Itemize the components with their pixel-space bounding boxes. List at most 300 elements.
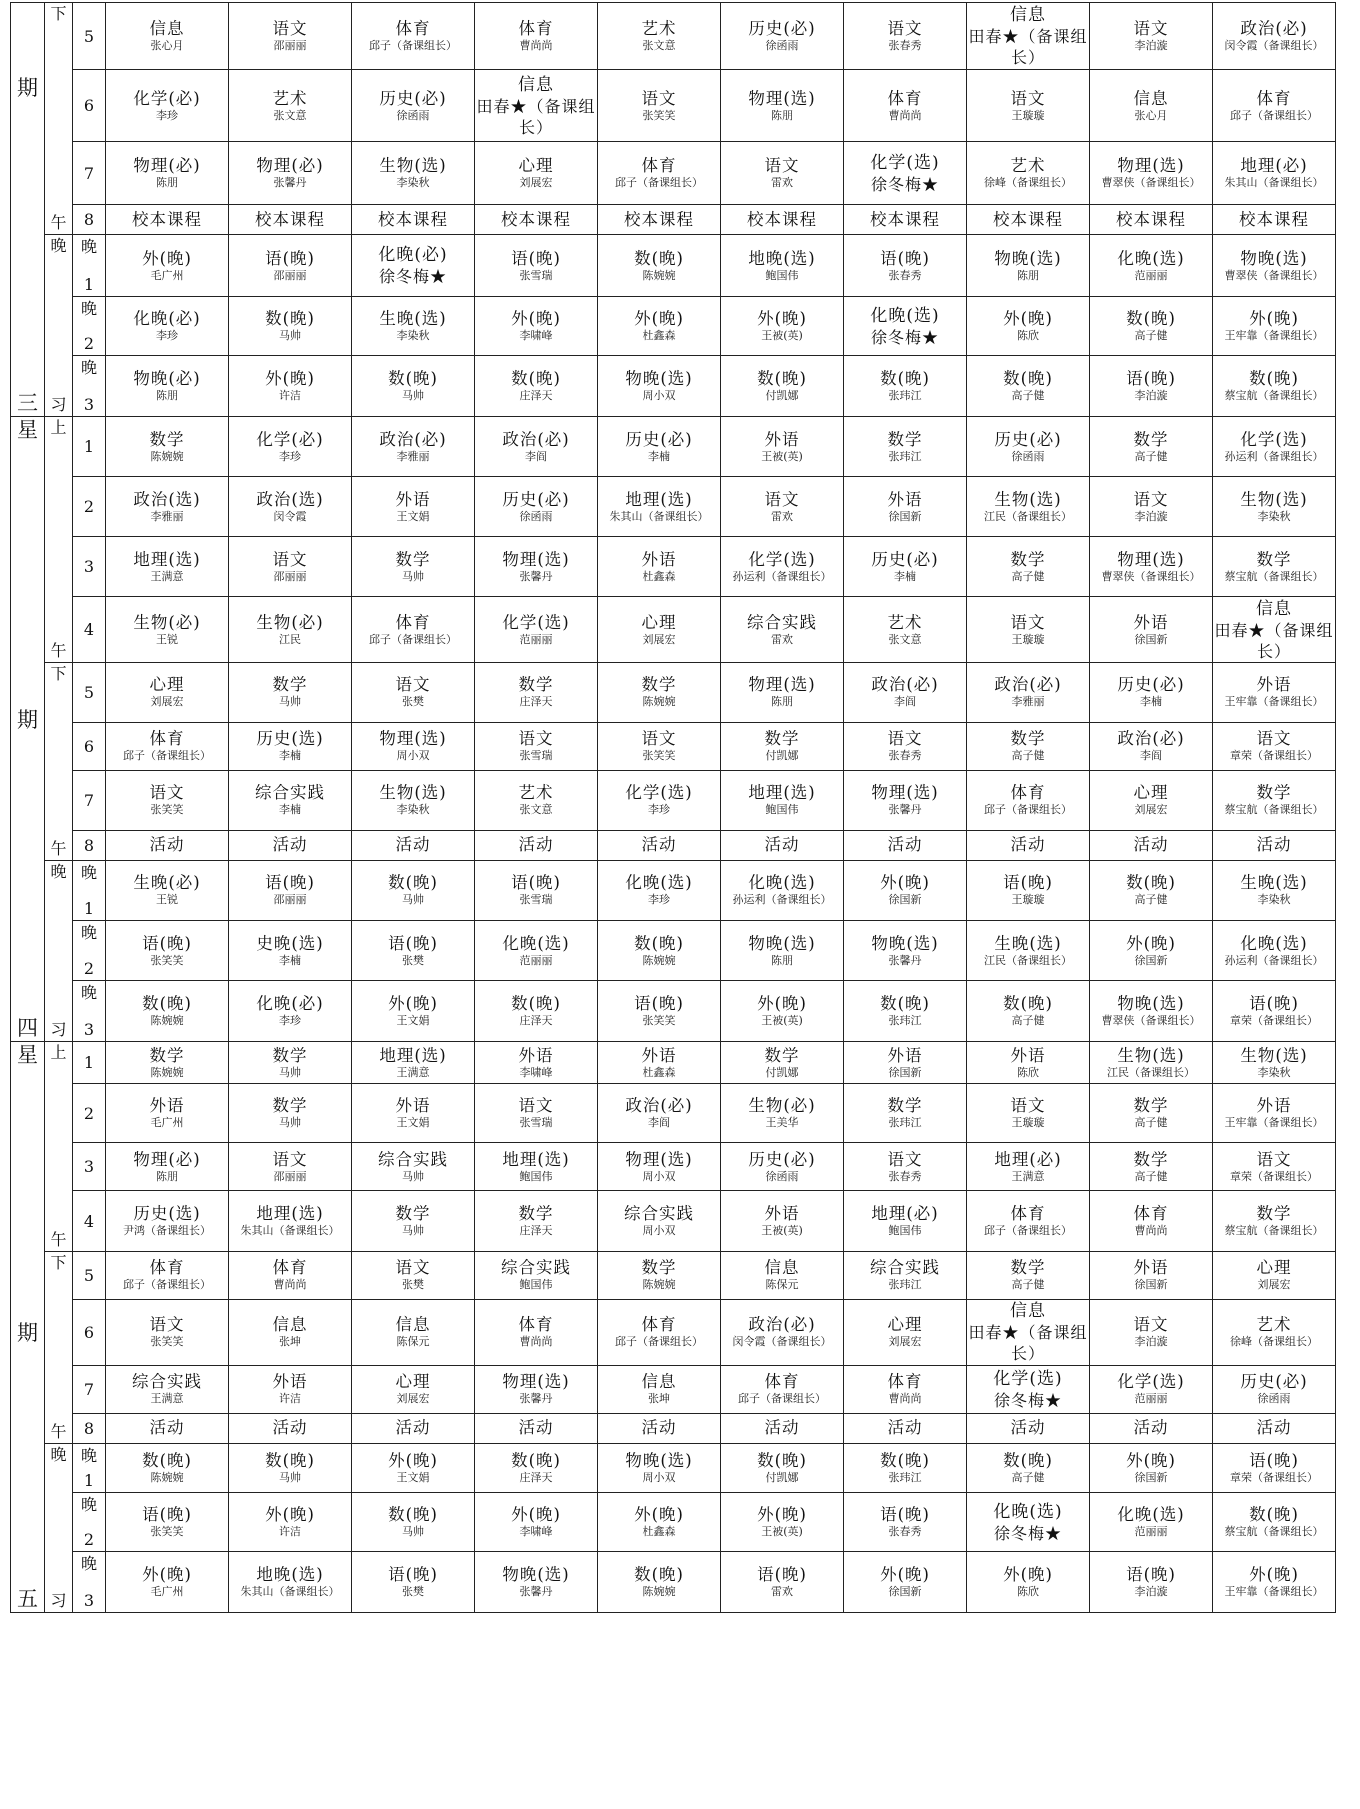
period-cell [73,981,106,1042]
period-cell [73,1143,106,1191]
class-cell [1213,663,1336,723]
class-cell [598,1552,721,1613]
subject: 数(晚) [634,248,684,268]
subject: 活动 [272,835,308,854]
class-cell [229,1413,352,1443]
subject: 体育 [395,612,431,632]
class-cell [721,722,844,770]
teacher: 庄泽天 [519,1224,553,1237]
teacher: 周小双 [642,389,676,402]
subject: 数学 [272,1045,308,1065]
teacher: 邵丽丽 [273,268,307,282]
subject: 数学 [887,1096,923,1115]
class-cell [967,860,1090,921]
period-prefix: 晚 [80,862,97,882]
class-cell [106,1191,229,1252]
period-number: 3 [83,1020,95,1039]
teacher: 高子健 [1011,1470,1045,1484]
subject: 物理(必) [256,156,324,175]
table-row [11,205,1336,235]
class-cell [1090,1252,1213,1300]
subject: 语文 [1010,88,1046,108]
subject: 心理 [641,612,677,632]
class-cell [352,3,475,70]
subject: 活动 [764,835,800,854]
teacher: 范丽丽 [1134,1525,1168,1538]
teacher: 张雪瑞 [519,749,553,762]
subject: 数学 [1133,1149,1169,1169]
subject: 语(晚) [265,248,315,268]
subject: 物理(选) [748,88,816,108]
class-cell [598,770,721,830]
period-prefix: 晚 [80,923,97,942]
subject: 数学 [1133,429,1169,449]
teacher: 张馨丹 [519,1585,553,1598]
class-cell [598,1042,721,1084]
subject: 数(晚) [1003,994,1053,1013]
class-cell [1090,921,1213,981]
teacher: 张樊 [402,1585,424,1598]
teacher: 王锐 [156,893,178,907]
teacher: 闵令霞（备课组长） [1224,39,1324,52]
class-cell [967,597,1090,663]
session-top-char: 上 [50,1043,67,1062]
teacher: 鲍国伟 [519,1169,553,1183]
subject: 外(晚) [265,369,315,388]
class-cell [1090,1084,1213,1143]
class-cell [1213,142,1336,205]
subject: 语文 [1256,1149,1292,1169]
subject: 信息 [272,1315,308,1334]
subject: 数学 [764,1045,800,1065]
teacher: 张玮江 [888,1278,922,1292]
class-cell [1213,3,1336,70]
subject: 化晚(选) [502,933,570,953]
table-row [11,537,1336,597]
teacher: 徐国新 [888,509,922,523]
subject: 生物(选) [379,156,447,175]
teacher: 周小双 [642,1470,676,1484]
period-cell [73,1413,106,1443]
teacher: 李楠 [894,569,916,583]
subject: 外语 [1256,675,1292,695]
teacher: 孙运利（备课组长） [732,893,832,907]
subject: 语文 [149,783,185,802]
subject: 数(晚) [511,369,561,388]
session-bottom-char: 午 [50,1421,67,1441]
teacher: 曹尚尚 [888,108,922,122]
class-cell [967,205,1090,235]
teacher: 邱子（备课组长） [369,39,457,52]
subject: 历史(必) [871,549,939,569]
period-number: 5 [83,682,95,702]
class-cell [106,770,229,830]
teacher: 孙运利（备课组长） [1224,449,1324,463]
teacher: 徐函雨 [396,108,430,122]
class-cell [475,1493,598,1552]
teacher: 张笑笑 [150,1335,184,1348]
class-cell [1090,235,1213,297]
class-cell [967,70,1090,142]
teacher: 徐冬梅★ [993,1390,1062,1410]
class-cell [475,860,598,921]
class-cell [721,1493,844,1552]
teacher: 张雪瑞 [519,1116,553,1129]
class-cell [1090,1143,1213,1191]
subject: 地晚(选) [256,1565,324,1584]
teacher: 邵丽丽 [273,39,307,52]
teacher: 田春★（备课组长） [968,1323,1088,1363]
subject: 数学 [395,1204,431,1223]
teacher: 李阎 [1140,749,1162,762]
period-number: 2 [83,1530,95,1549]
subject: 外语 [764,429,800,449]
period-cell [73,1443,106,1493]
class-cell [229,597,352,663]
class-cell [475,142,598,205]
teacher: 高子健 [1134,1169,1168,1183]
teacher: 李雅丽 [396,449,430,463]
class-cell [967,770,1090,830]
session-bottom-char: 习 [50,1020,67,1039]
subject: 化晚(选) [993,1501,1063,1522]
subject: 外(晚) [757,1505,807,1524]
class-cell [844,3,967,70]
timetable-body [11,3,1336,1613]
teacher: 刘展宏 [642,632,676,646]
period-cell [73,1084,106,1143]
subject: 地理(选) [625,489,693,509]
table-row [11,1365,1336,1413]
subject: 信息 [1133,88,1169,108]
teacher: 张笑笑 [642,1014,676,1027]
subject: 化学(必) [256,429,324,449]
teacher: 李楠 [648,449,670,463]
class-cell [106,537,229,597]
class-cell [967,1493,1090,1552]
subject: 体育 [887,88,923,108]
class-cell [721,663,844,723]
class-cell [598,921,721,981]
teacher: 蔡宝航（备课组长） [1224,1224,1324,1237]
class-cell [844,1413,967,1443]
class-cell [229,70,352,142]
subject: 语(晚) [880,1505,930,1524]
class-cell [598,297,721,356]
table-row [11,1143,1336,1191]
period-number: 2 [83,497,95,516]
class-cell [352,1252,475,1300]
subject: 外(晚) [511,1505,561,1524]
teacher: 蔡宝航（备课组长） [1224,389,1324,402]
teacher: 张馨丹 [888,953,922,967]
teacher: 李染秋 [396,803,430,816]
table-row [11,1191,1336,1252]
class-cell [106,477,229,537]
class-cell [844,1365,967,1413]
subject: 体育 [149,1258,185,1278]
class-cell [106,1042,229,1084]
teacher: 徐国新 [1134,632,1168,646]
teacher: 徐函雨 [1257,1392,1291,1405]
teacher: 邱子（备课组长） [1230,108,1318,122]
table-row [11,770,1336,830]
subject: 数(晚) [1126,873,1176,893]
subject: 物晚(选) [1240,248,1308,268]
teacher: 张春秀 [888,39,922,52]
class-cell [598,1299,721,1365]
class-cell [352,1143,475,1191]
period-cell [73,356,106,417]
teacher: 陈欣 [1017,1065,1039,1079]
class-cell [1090,981,1213,1042]
period-number: 3 [83,557,95,576]
session-top-char: 上 [50,418,67,437]
subject: 数学 [1256,783,1292,802]
session-top-char: 晚 [50,861,67,881]
class-cell [475,722,598,770]
subject: 数学 [887,429,923,449]
teacher: 范丽丽 [519,632,553,646]
subject: 数(晚) [142,994,192,1013]
subject: 政治(必) [502,429,570,449]
teacher: 张春秀 [888,1169,922,1183]
subject: 语(晚) [1249,994,1299,1013]
session-top-char: 晚 [50,1444,67,1464]
class-cell [598,1191,721,1252]
class-cell [1090,3,1213,70]
period-number: 6 [83,1322,95,1342]
subject: 语文 [641,729,677,748]
teacher: 尹鸿（备课组长） [123,1224,211,1237]
teacher: 鲍国伟 [765,803,799,816]
teacher: 李泊漩 [1134,39,1168,52]
class-cell [721,1084,844,1143]
table-row [11,830,1336,860]
class-cell [352,70,475,142]
day-bottom-char: 五 [17,1587,38,1611]
subject: 外语 [395,489,431,509]
subject: 历史(必) [379,88,447,108]
teacher: 陈婉婉 [642,1585,676,1598]
subject: 物理(选) [871,783,939,802]
teacher: 徐函雨 [1011,449,1045,463]
class-cell [844,722,967,770]
teacher: 李雅丽 [150,509,184,523]
teacher: 李染秋 [1257,1065,1291,1079]
subject: 外语 [395,1096,431,1115]
subject: 外语 [1256,1096,1292,1115]
class-cell [352,830,475,860]
subject: 数学 [641,1258,677,1278]
class-cell [721,356,844,417]
class-cell [1213,417,1336,477]
teacher: 刘展宏 [519,176,553,189]
class-cell [967,1413,1090,1443]
subject: 校本课程 [870,209,940,229]
teacher: 曹尚尚 [273,1278,307,1292]
period-cell [73,417,106,477]
teacher: 蔡宝航（备课组长） [1224,803,1324,816]
subject: 数(晚) [1249,1505,1299,1524]
class-cell [229,1084,352,1143]
session-top-char: 下 [50,1253,67,1272]
subject: 校本课程 [624,209,694,229]
teacher: 高子健 [1011,749,1045,762]
class-cell [1090,663,1213,723]
class-cell [475,235,598,297]
class-cell [475,1143,598,1191]
teacher: 田春★（备课组长） [968,27,1088,67]
subject: 数(晚) [388,1505,438,1524]
teacher: 杜鑫森 [642,1065,676,1079]
subject: 语文 [1010,612,1046,632]
teacher: 李珍 [279,1014,301,1027]
class-cell [721,1413,844,1443]
teacher: 张文意 [642,39,676,52]
teacher: 王美华 [765,1116,799,1129]
class-cell [844,1143,967,1191]
subject: 物晚(必) [133,369,201,388]
period-number: 5 [83,1265,95,1285]
subject: 语(晚) [1249,1450,1299,1470]
teacher: 孙运利（备课组长） [732,569,832,583]
session-cell [45,663,73,861]
subject: 外语 [272,1372,308,1391]
teacher: 张文意 [888,632,922,646]
class-cell [721,235,844,297]
class-cell [598,235,721,297]
class-cell [229,537,352,597]
class-cell [967,297,1090,356]
subject: 物理(选) [1117,156,1185,175]
teacher: 刘展宏 [888,1335,922,1348]
subject: 数(晚) [880,1450,930,1470]
class-cell [475,3,598,70]
teacher: 徐峰（备课组长） [984,176,1072,189]
teacher: 张心月 [150,39,184,52]
session-cell [45,1042,73,1252]
teacher: 张雪瑞 [519,893,553,907]
subject: 物晚(选) [502,1565,570,1584]
subject: 信息 [764,1258,800,1278]
subject: 语(晚) [1003,873,1053,893]
class-cell [1213,921,1336,981]
teacher: 王牢靠（备课组长） [1224,695,1324,709]
class-cell [967,1191,1090,1252]
period-prefix: 晚 [80,299,97,318]
teacher: 张馨丹 [519,569,553,583]
teacher: 徐国新 [888,1585,922,1598]
subject: 政治(必) [871,675,939,695]
class-cell [1090,205,1213,235]
subject: 地理(选) [256,1204,324,1223]
class-cell [598,1252,721,1300]
session-cell [45,860,73,1042]
subject: 数(晚) [511,994,561,1013]
class-cell [106,1252,229,1300]
class-cell [967,663,1090,723]
teacher: 陈婉婉 [642,953,676,967]
subject: 数(晚) [1003,1450,1053,1470]
teacher: 刘展宏 [1257,1278,1291,1292]
teacher: 鲍国伟 [519,1278,553,1292]
subject: 信息 [149,19,185,38]
class-cell [1213,1191,1336,1252]
subject: 史晚(选) [256,933,324,953]
class-cell [967,356,1090,417]
table-row [11,1552,1336,1613]
subject: 综合实践 [132,1372,202,1391]
teacher: 高子健 [1011,1014,1045,1027]
teacher: 马帅 [279,329,301,342]
class-cell [352,860,475,921]
class-cell [598,142,721,205]
class-cell [352,1443,475,1493]
teacher: 王牢靠（备课组长） [1224,329,1324,342]
class-cell [598,417,721,477]
subject: 语(晚) [388,1565,438,1584]
teacher: 王被(英) [761,449,803,463]
teacher: 江民（备课组长） [984,953,1072,967]
teacher: 周小双 [396,749,430,762]
teacher: 张玮江 [888,1116,922,1129]
class-cell [229,770,352,830]
teacher: 雷欢 [771,509,793,523]
period-cell [73,597,106,663]
class-cell [1090,1299,1213,1365]
class-cell [106,981,229,1042]
subject: 体育 [272,1258,308,1278]
teacher: 曹翠侠（备课组长） [1101,569,1201,583]
subject: 化学(选) [502,612,570,632]
class-cell [598,1413,721,1443]
class-cell [598,722,721,770]
class-cell [475,537,598,597]
teacher: 陈朋 [771,695,793,709]
class-cell [229,860,352,921]
class-cell [721,860,844,921]
subject: 外(晚) [142,248,192,268]
subject: 语文 [1256,729,1292,748]
class-cell [352,1042,475,1084]
class-cell [967,477,1090,537]
subject: 活动 [764,1418,800,1437]
teacher: 邵丽丽 [273,569,307,583]
subject: 体育 [518,19,554,38]
class-cell [352,142,475,205]
subject: 外(晚) [388,1450,438,1470]
class-cell [475,981,598,1042]
session-top-char: 晚 [50,236,67,255]
period-number: 7 [83,163,95,183]
teacher: 曹尚尚 [519,1335,553,1348]
subject: 地理(选) [502,1149,570,1169]
teacher: 李珍 [279,449,301,463]
subject: 艺术 [887,612,923,632]
teacher: 闵令霞（备课组长） [732,1335,832,1348]
teacher: 周小双 [642,1169,676,1183]
class-cell [475,1413,598,1443]
class-cell [229,356,352,417]
teacher: 陈保元 [396,1335,430,1348]
subject: 体育 [887,1372,923,1391]
subject: 语文 [272,19,308,38]
period-number: 6 [83,736,95,756]
class-cell [721,3,844,70]
subject: 活动 [395,1418,431,1437]
teacher: 马帅 [402,569,424,583]
